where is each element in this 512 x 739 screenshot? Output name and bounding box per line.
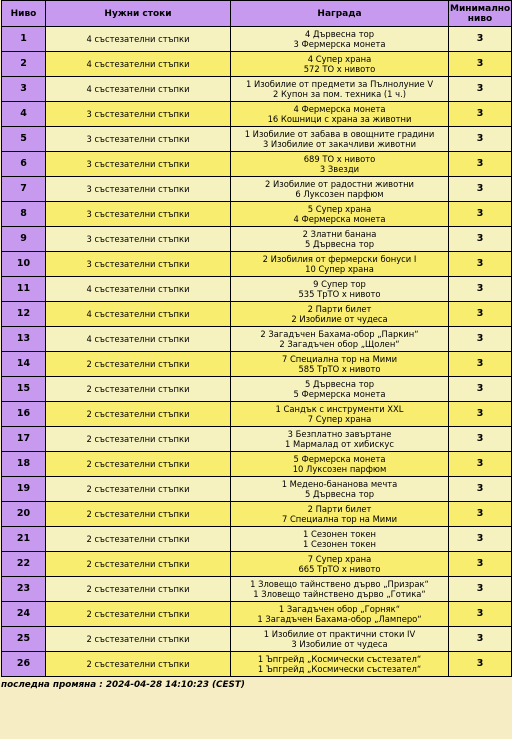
reward-line-1: 5 Фермерска монета [293,454,386,464]
header-min-level: Минимално ниво [449,1,512,27]
goods-cell: 2 състезателни стъпки [46,652,231,677]
level-cell: 16 [2,402,46,427]
goods-cell: 2 състезателни стъпки [46,377,231,402]
reward-cell [231,552,449,577]
level-cell: 9 [2,227,46,252]
reward-cell [231,302,449,327]
goods-cell: 3 състезателни стъпки [46,127,231,152]
reward-line-2: 5 Дървесна тор [304,489,375,499]
goods-cell: 3 състезателни стъпки [46,152,231,177]
reward-line-1: 2 Изобилия от фермерски бонуси I [262,254,417,264]
table-row [2,252,512,277]
level-cell: 25 [2,627,46,652]
goods-cell: 3 състезателни стъпки [46,177,231,202]
table-row [2,327,512,352]
level-cell: 1 [2,27,46,52]
reward-cell [231,627,449,652]
reward-cell [231,127,449,152]
reward-line-1: 2 Загадъчен Бахама-обор „Паркин“ [260,329,419,339]
reward-cell [231,252,449,277]
goods-cell: 4 състезателни стъпки [46,27,231,52]
table-row [2,177,512,202]
table-row [2,502,512,527]
table-row [2,527,512,552]
table-row [2,377,512,402]
min-level-cell: 3 [449,77,512,102]
reward-line-2: 3 Звезди [319,164,360,174]
min-level-cell: 3 [449,52,512,77]
min-level-cell: 3 [449,152,512,177]
header-level: Ниво [2,1,46,27]
reward-line-1: 5 Супер храна [307,204,372,214]
reward-cell [231,527,449,552]
min-level-cell: 3 [449,452,512,477]
reward-line-1: 4 Дървесна тор [304,29,375,39]
level-cell: 15 [2,377,46,402]
min-level-cell: 3 [449,427,512,452]
table-row [2,602,512,627]
reward-cell [231,102,449,127]
level-cell: 20 [2,502,46,527]
table-row [2,627,512,652]
reward-cell [231,652,449,677]
reward-line-1: 1 Изобилие от забава в овощните градини [244,129,435,139]
goods-cell: 2 състезателни стъпки [46,402,231,427]
table-row [2,102,512,127]
table-row [2,277,512,302]
level-cell: 8 [2,202,46,227]
reward-line-2: 6 Луксозен парфюм [295,189,384,199]
min-level-cell: 3 [449,277,512,302]
reward-cell [231,502,449,527]
min-level-cell: 3 [449,27,512,52]
level-cell: 3 [2,77,46,102]
reward-cell [231,77,449,102]
min-level-cell: 3 [449,302,512,327]
reward-cell [231,577,449,602]
reward-cell [231,277,449,302]
goods-cell: 2 състезателни стъпки [46,577,231,602]
min-level-cell: 3 [449,477,512,502]
reward-line-1: 1 Изобилие от практични стоки IV [263,629,416,639]
reward-line-1: 2 Парти билет [307,304,372,314]
reward-cell [231,27,449,52]
table-row [2,652,512,677]
level-cell: 7 [2,177,46,202]
table-row [2,577,512,602]
reward-cell [231,177,449,202]
reward-line-2: 5 Дървесна тор [304,239,375,249]
reward-line-1: 1 Медено-бананова мечта [281,479,398,489]
min-level-cell: 3 [449,377,512,402]
min-level-cell: 3 [449,527,512,552]
reward-line-2: 10 Супер храна [305,264,374,274]
reward-line-2: 5 Фермерска монета [293,389,386,399]
reward-line-2: 2 Изобилие от чудеса [291,314,388,324]
table-body [2,27,512,677]
reward-line-1: 1 Загадъчен обор „Горняк“ [278,604,401,614]
table-row [2,427,512,452]
level-cell: 12 [2,302,46,327]
min-level-cell: 3 [449,402,512,427]
reward-line-2: 3 Изобилие от закачливи животни [262,139,417,149]
reward-line-1: 1 Ъпгрейд „Космически състезател“ [257,654,422,664]
reward-cell [231,452,449,477]
table-row [2,452,512,477]
goods-cell: 3 състезателни стъпки [46,102,231,127]
min-level-cell: 3 [449,552,512,577]
table-row [2,127,512,152]
reward-line-2: 7 Специална тор на Мими [281,514,398,524]
reward-line-1: 9 Супер тор [313,279,366,289]
reward-line-2: 1 Зловещо тайнствено дърво „Готика“ [253,589,426,599]
reward-line-1: 4 Фермерска монета [293,104,386,114]
reward-cell [231,377,449,402]
goods-cell: 2 състезателни стъпки [46,602,231,627]
goods-cell: 2 състезателни стъпки [46,552,231,577]
reward-cell [231,202,449,227]
reward-line-2: 3 Фермерска монета [293,39,386,49]
goods-cell: 2 състезателни стъпки [46,427,231,452]
level-cell: 11 [2,277,46,302]
reward-line-1: 7 Супер храна [307,554,372,564]
goods-cell: 2 състезателни стъпки [46,527,231,552]
rewards-table [1,0,512,677]
goods-cell: 2 състезателни стъпки [46,477,231,502]
reward-line-1: 7 Специална тор на Мими [281,354,398,364]
reward-cell [231,227,449,252]
min-level-cell: 3 [449,577,512,602]
min-level-cell: 3 [449,227,512,252]
min-level-cell: 3 [449,252,512,277]
min-level-cell: 3 [449,327,512,352]
goods-cell: 4 състезателни стъпки [46,277,231,302]
table-row [2,352,512,377]
min-level-cell: 3 [449,627,512,652]
reward-line-1: 1 Изобилие от предмети за Пълнолуние V [245,79,434,89]
reward-line-2: 7 Супер храна [307,414,372,424]
level-cell: 6 [2,152,46,177]
level-cell: 23 [2,577,46,602]
min-level-cell: 3 [449,352,512,377]
table-header-row [2,1,512,27]
reward-line-1: 1 Зловещо тайнствено дърво „Призрак“ [250,579,429,589]
reward-line-1: 2 Парти билет [307,504,372,514]
reward-line-1: 2 Изобилие от радостни животни [265,179,414,189]
reward-line-1: 1 Сезонен токен [302,529,377,539]
reward-line-2: 10 Луксозен парфюм [292,464,387,474]
header-goods: Нужни стоки [46,1,231,27]
level-cell: 2 [2,52,46,77]
table-row [2,227,512,252]
table-row [2,27,512,52]
reward-cell [231,327,449,352]
reward-cell [231,402,449,427]
reward-line-1: 3 Безплатно завъртане [287,429,392,439]
reward-line-2: 665 ТрТО х нивото [298,564,381,574]
min-level-cell: 3 [449,652,512,677]
min-level-cell: 3 [449,602,512,627]
goods-cell: 4 състезателни стъпки [46,52,231,77]
level-cell: 24 [2,602,46,627]
reward-line-2: 3 Изобилие от чудеса [291,639,388,649]
min-level-cell: 3 [449,102,512,127]
table-row [2,477,512,502]
reward-cell [231,152,449,177]
reward-line-1: 5 Дървесна тор [304,379,375,389]
reward-line-2: 572 ТО х нивото [303,64,376,74]
goods-cell: 2 състезателни стъпки [46,352,231,377]
reward-cell [231,427,449,452]
min-level-cell: 3 [449,502,512,527]
goods-cell: 3 състезателни стъпки [46,202,231,227]
level-cell: 4 [2,102,46,127]
header-reward: Награда [231,1,449,27]
reward-line-2: 1 Ъпгрейд „Космически състезател“ [257,664,422,674]
reward-line-2: 2 Купон за пом. техника (1 ч.) [272,89,406,99]
level-cell: 14 [2,352,46,377]
level-cell: 19 [2,477,46,502]
reward-line-1: 1 Сандък с инструменти XXL [275,404,404,414]
min-level-cell: 3 [449,177,512,202]
reward-line-1: 4 Супер храна [307,54,372,64]
goods-cell: 3 състезателни стъпки [46,227,231,252]
reward-line-2: 4 Фермерска монета [293,214,386,224]
reward-line-2: 1 Мармалад от хибискус [285,439,394,449]
level-cell: 10 [2,252,46,277]
level-cell: 18 [2,452,46,477]
reward-cell [231,602,449,627]
goods-cell: 3 състезателни стъпки [46,252,231,277]
level-cell: 26 [2,652,46,677]
reward-line-2: 585 ТрТО х нивото [298,364,381,374]
reward-cell [231,52,449,77]
reward-line-2: 535 ТрТО х нивото [298,289,381,299]
goods-cell: 2 състезателни стъпки [46,452,231,477]
table-row [2,152,512,177]
level-cell: 22 [2,552,46,577]
goods-cell: 2 състезателни стъпки [46,627,231,652]
table-row [2,77,512,102]
level-cell: 17 [2,427,46,452]
reward-line-2: 1 Загадъчен Бахама-обор „Ламперо“ [257,614,422,624]
min-level-cell: 3 [449,202,512,227]
table-row [2,202,512,227]
reward-line-2: 2 Загадъчен обор „Щолен“ [279,339,400,349]
reward-cell [231,477,449,502]
level-cell: 5 [2,127,46,152]
reward-cell [231,352,449,377]
goods-cell: 4 състезателни стъпки [46,77,231,102]
min-level-cell: 3 [449,127,512,152]
goods-cell: 4 състезателни стъпки [46,302,231,327]
last-modified-text: последна промяна : 2024-04-28 14:10:23 (CEST) [1,680,245,690]
table-row [2,52,512,77]
reward-line-1: 689 ТО х нивото [303,154,376,164]
table-row [2,302,512,327]
reward-line-2: 16 Кошници с храна за животни [267,114,412,124]
goods-cell: 4 състезателни стъпки [46,327,231,352]
goods-cell: 2 състезателни стъпки [46,502,231,527]
table-row [2,402,512,427]
level-cell: 21 [2,527,46,552]
table-row [2,552,512,577]
reward-line-2: 1 Сезонен токен [302,539,377,549]
level-cell: 13 [2,327,46,352]
reward-line-1: 2 Златни банана [302,229,377,239]
